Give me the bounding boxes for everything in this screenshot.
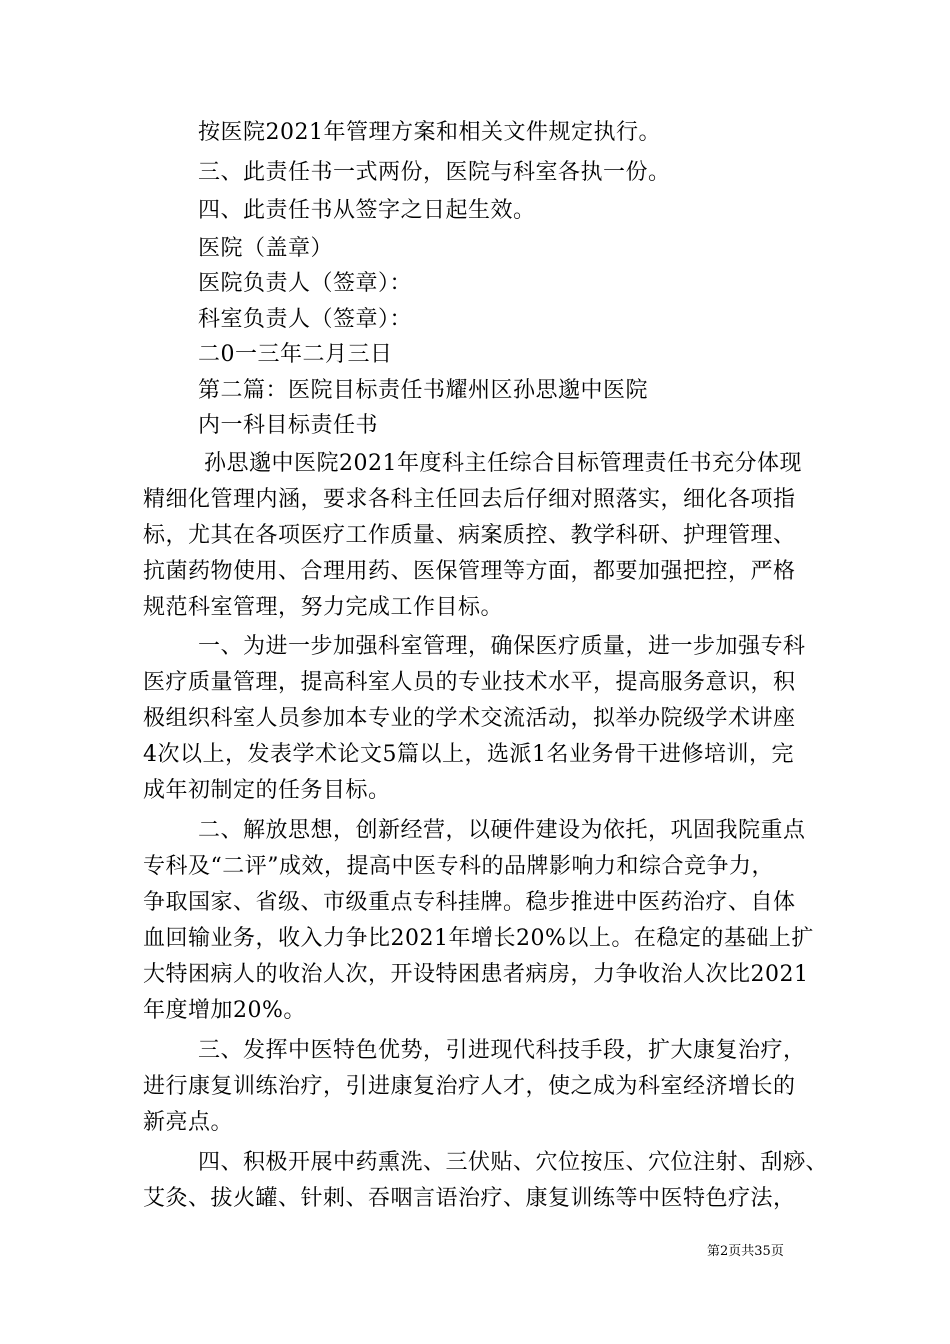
paragraph-line: 三、发挥中医特色优势，引进现代科技手段，扩大康复治疗， bbox=[198, 1038, 806, 1063]
paragraph-line: 年度增加20%。 bbox=[143, 998, 306, 1023]
paragraph-line: 抗菌药物使用、合理用药、医保管理等方面，都要加强把控，严格 bbox=[143, 559, 796, 584]
text-line: 二0一三年二月三日 bbox=[198, 342, 393, 367]
text-line: 医院（盖章） bbox=[198, 236, 334, 261]
paragraph-line: 标，尤其在各项医疗工作质量、病案质控、教学科研、护理管理、 bbox=[143, 523, 796, 548]
text-line: 按医院2021年管理方案和相关文件规定执行。 bbox=[198, 120, 661, 145]
paragraph-line: 4次以上，发表学术论文5篇以上，选派1名业务骨干进修培训，完 bbox=[143, 742, 794, 767]
paragraph-line: 极组织科室人员参加本专业的学术交流活动，拟举办院级学术讲座 bbox=[143, 706, 796, 731]
paragraph-line: 新亮点。 bbox=[143, 1110, 234, 1135]
paragraph-line: 进行康复训练治疗，引进康复治疗人才，使之成为科室经济增长的 bbox=[143, 1074, 796, 1099]
paragraph-line: 艾灸、拔火罐、针刺、吞咽言语治疗、康复训练等中医特色疗法， bbox=[143, 1186, 796, 1211]
paragraph-line: 一、为进一步加强科室管理，确保医疗质量，进一步加强专科 bbox=[198, 634, 806, 659]
paragraph-line: 专科及“二评”成效，提高中医专科的品牌影响力和综合竞争力， bbox=[143, 854, 774, 879]
paragraph-line: 孙思邈中医院2021年度科主任综合目标管理责任书充分体现 bbox=[204, 451, 802, 476]
paragraph-line: 四、积极开展中药熏洗、三伏贴、穴位按压、穴位注射、刮痧、 bbox=[198, 1150, 829, 1175]
section-heading: 第二篇：医院目标责任书耀州区孙思邈中医院 bbox=[198, 378, 649, 403]
paragraph-line: 医疗质量管理，提高科室人员的专业技术水平，提高服务意识，积 bbox=[143, 670, 796, 695]
paragraph-line: 精细化管理内涵，要求各科主任回去后仔细对照落实，细化各项指 bbox=[143, 487, 796, 512]
text-line: 三、此责任书一式两份，医院与科室各执一份。 bbox=[198, 160, 671, 185]
paragraph-line: 大特困病人的收治人次，开设特困患者病房，力争收治人次比2021 bbox=[143, 962, 809, 987]
text-line: 四、此责任书从签字之日起生效。 bbox=[198, 198, 536, 223]
paragraph-line: 成年初制定的任务目标。 bbox=[143, 778, 391, 803]
text-line: 科室负责人（签章）： bbox=[198, 307, 413, 332]
section-subheading: 内一科目标责任书 bbox=[198, 413, 379, 438]
paragraph-line: 二、解放思想，创新经营，以硬件建设为依托，巩固我院重点 bbox=[198, 818, 806, 843]
page-number-footer: 第2页共35页 bbox=[707, 1244, 784, 1259]
paragraph-line: 争取国家、省级、市级重点专科挂牌。稳步推进中医药治疗、自体 bbox=[143, 890, 796, 915]
paragraph-line: 规范科室管理，努力完成工作目标。 bbox=[143, 595, 504, 620]
text-line: 医院负责人（签章）： bbox=[198, 271, 413, 296]
paragraph-line: 血回输业务，收入力争比2021年增长20%以上。在稳定的基础上扩 bbox=[143, 926, 814, 951]
